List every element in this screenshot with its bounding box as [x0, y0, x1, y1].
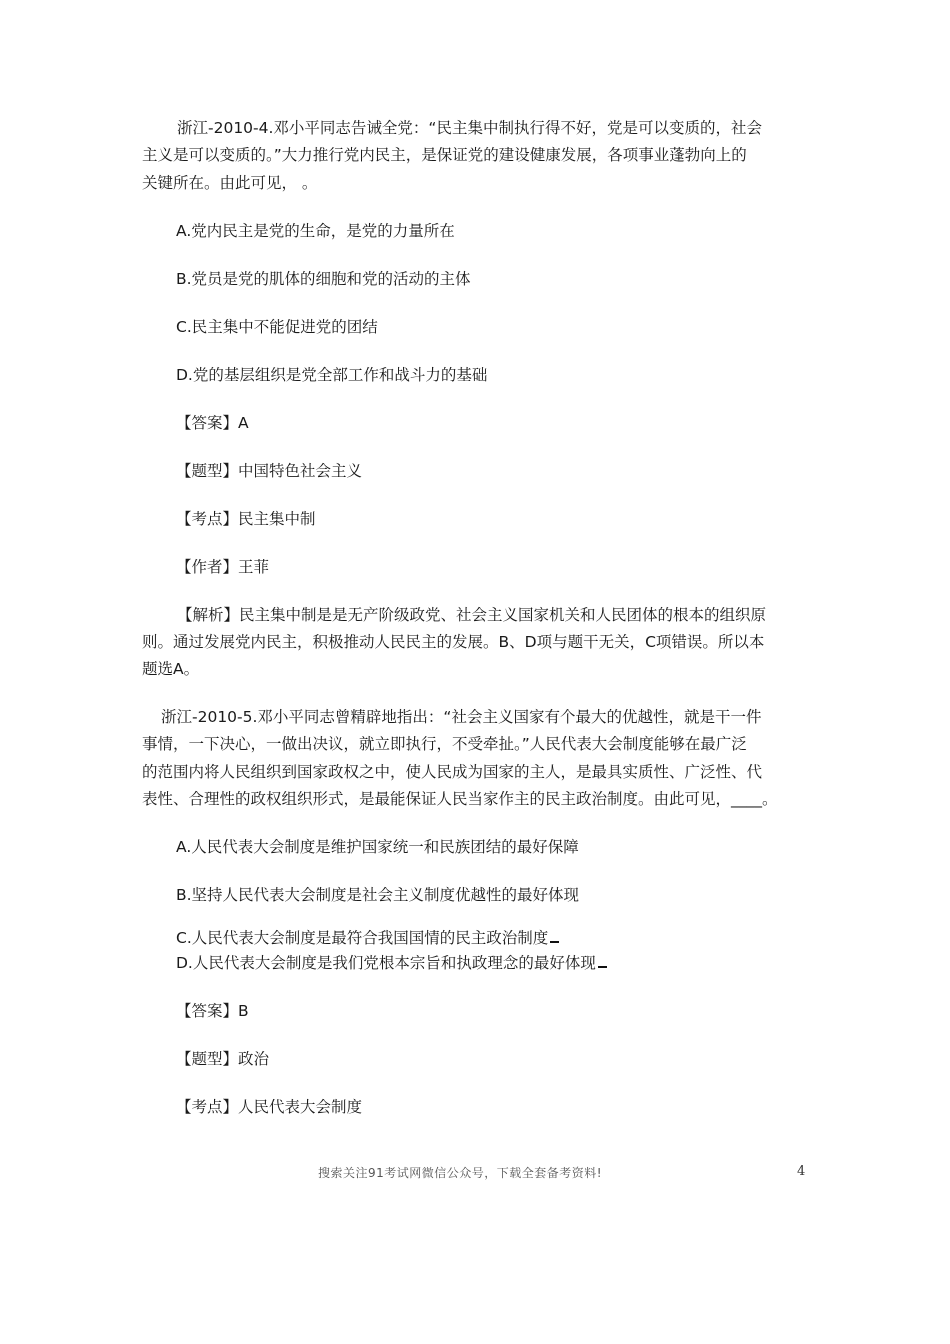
q1-option-d: D.党的基层组织是党全部工作和战斗力的基础	[176, 366, 488, 384]
q1-stem-line-2: 主义是可以变质的。”大力推行党内民主，是保证党的建设健康发展，各项事业蓬勃向上的	[142, 146, 747, 164]
q2-option-b: B.坚持人民代表大会制度是社会主义制度优越性的最好体现	[176, 886, 580, 904]
paragraph-mark-icon	[598, 962, 607, 968]
q1-option-b: B.党员是党的肌体的细胞和党的活动的主体	[176, 270, 471, 288]
footer-text: 搜索关注91考试网微信公众号，下载全套备考资料!	[318, 1166, 603, 1180]
q2-answer: 【答案】B	[176, 1002, 249, 1020]
q1-analysis-line-3: 题选A。	[142, 660, 200, 678]
q2-stem-line-4: 表性、合理性的政权组织形式，是最能保证人民当家作主的民主政治制度。由此可见，____。	[142, 790, 778, 808]
q1-option-c: C.民主集中不能促进党的团结	[176, 318, 378, 336]
q2-type: 【题型】政治	[176, 1050, 270, 1068]
q1-point: 【考点】民主集中制	[176, 510, 316, 528]
q2-option-d: D.人民代表大会制度是我们党根本宗旨和执政理念的最好体现	[176, 954, 596, 972]
paragraph-mark-icon	[550, 937, 559, 943]
q1-author: 【作者】王菲	[176, 558, 270, 576]
q1-option-a: A.党内民主是党的生命，是党的力量所在	[176, 222, 455, 240]
q2-point: 【考点】人民代表大会制度	[176, 1098, 363, 1116]
q1-answer: 【答案】A	[176, 414, 249, 432]
q1-stem-line-1: 浙江-2010-4.邓小平同志告诫全党：“民主集中制执行得不好，党是可以变质的，社会	[177, 119, 762, 137]
q1-analysis-line-1: 【解析】民主集中制是是无产阶级政党、社会主义国家机关和人民团体的根本的组织原	[177, 606, 767, 624]
q2-stem-line-2: 事情，一下决心，一做出决议，就立即执行，不受牵扯。”人民代表大会制度能够在最广泛	[142, 735, 747, 753]
q1-type: 【题型】中国特色社会主义	[176, 462, 363, 480]
page-number: 4	[797, 1164, 806, 1179]
q2-option-a: A.人民代表大会制度是维护国家统一和民族团结的最好保障	[176, 838, 579, 856]
q2-option-c-row	[176, 925, 559, 951]
q1-stem-line-3: 关键所在。由此可见， 。	[142, 174, 318, 192]
q2-stem-line-3: 的范围内将人民组织到国家政权之中，使人民成为国家的主人，是最具实质性、广泛性、代	[142, 763, 763, 781]
q2-stem-line-1: 浙江-2010-5.邓小平同志曾精辟地指出：“社会主义国家有个最大的优越性，就是干一件	[161, 708, 762, 726]
q2-option-c: C.人民代表大会制度是最符合我国国情的民主政治制度	[176, 929, 549, 947]
q2-option-d-row	[176, 950, 607, 976]
q1-analysis-line-2: 则。通过发展党内民主，积极推动人民民主的发展。B、D项与题干无关，C项错误。所以本	[142, 633, 765, 651]
